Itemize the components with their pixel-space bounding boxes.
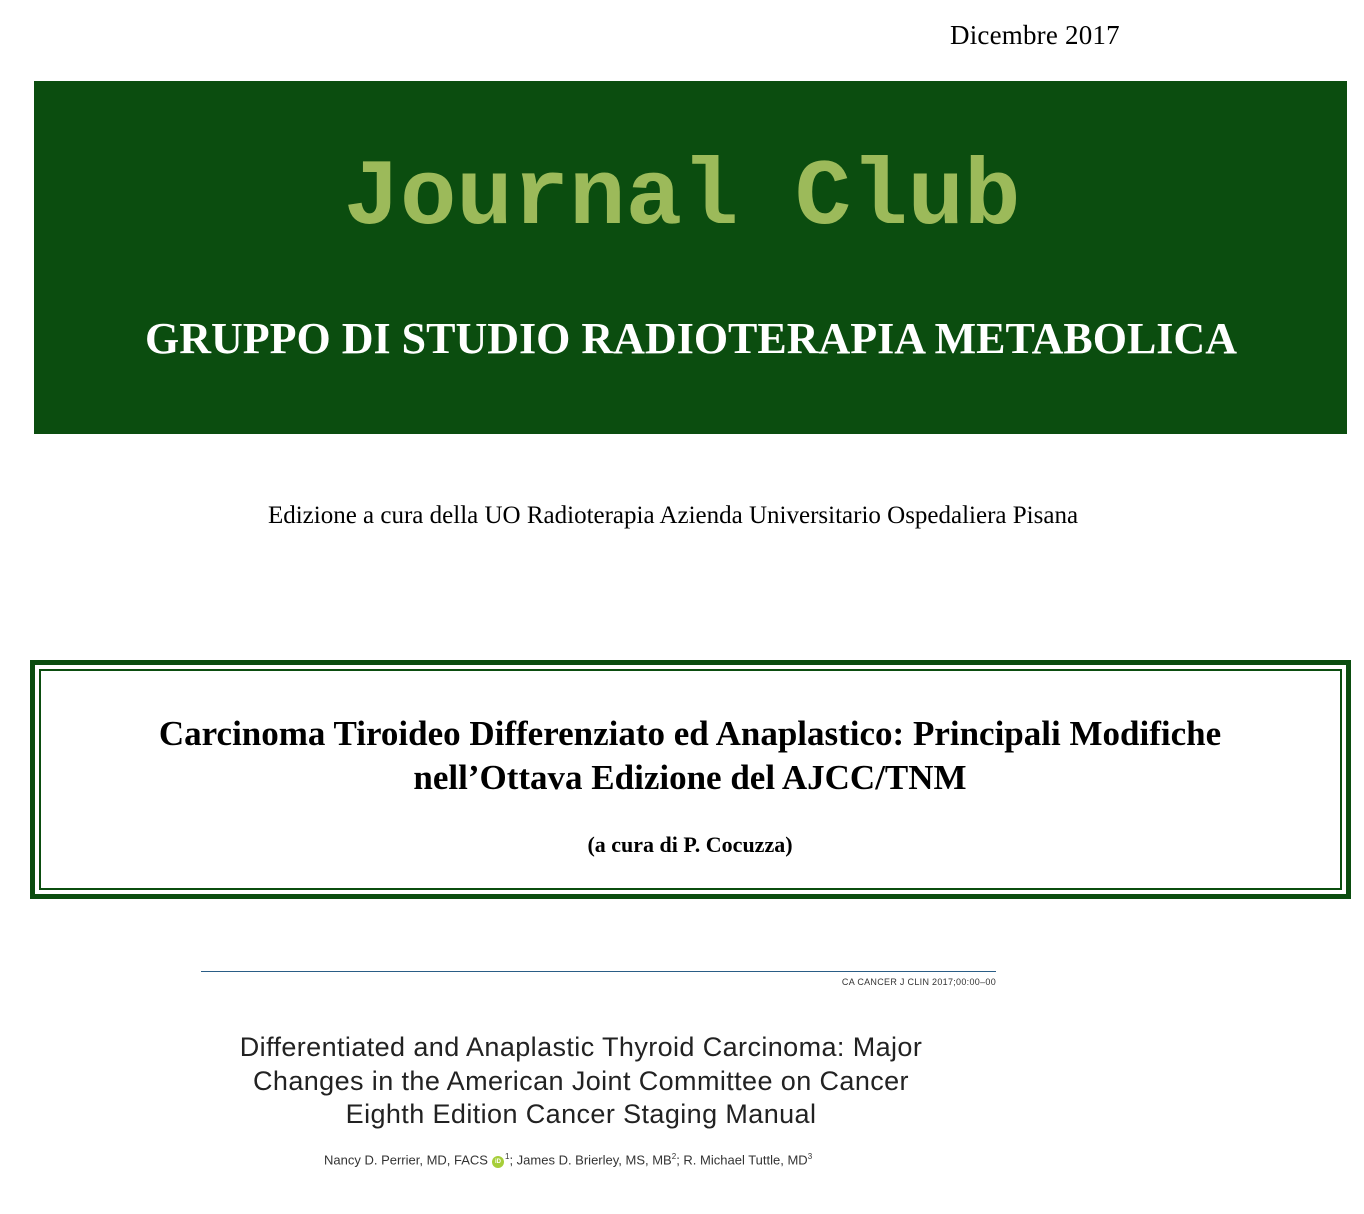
paper-citation: CA CANCER J CLIN 2017;00:00–00 (841, 977, 996, 987)
author-affiliation: 3 (807, 1152, 813, 1161)
article-title-line-2: nell’Ottava Edizione del AJCC/TNM (413, 758, 967, 797)
paper-title-line-3: Eighth Edition Cancer Staging Manual (345, 1099, 817, 1129)
study-group-title: GRUPPO DI STUDIO RADIOTERAPIA METABOLICA (145, 314, 1237, 363)
article-title-line-1: Carcinoma Tiroideo Differenziato ed Anaplastico: Principali Modifiche (158, 714, 1222, 753)
paper-title (0, 1031, 1162, 1132)
edition-note: Edizione a cura della UO Radioterapia Azienda Universitario Ospedaliera Pisana (267, 502, 1079, 529)
author-affiliation: 2 (671, 1152, 677, 1161)
paper-title-line-2: Changes in the American Joint Committee on Cancer (253, 1065, 909, 1096)
journal-banner (34, 81, 1347, 434)
paper-header-rule (201, 971, 996, 972)
journal-title: Journal Club (343, 146, 1021, 252)
author-name: Nancy D. Perrier, MD, FACS (324, 1152, 488, 1168)
article-curator: (a cura di P. Cocuzza) (587, 832, 793, 857)
article-title (0, 712, 1364, 800)
orcid-icon[interactable]: iD (492, 1156, 504, 1168)
author-affiliation: 1 (504, 1152, 510, 1161)
author-name: R. Michael Tuttle, MD (683, 1152, 808, 1168)
paper-title-line-1: Differentiated and Anaplastic Thyroid Carcinoma: Major (239, 1032, 923, 1062)
author-name: James D. Brierley, MS, MB (516, 1152, 672, 1168)
issue-date: Dicembre 2017 (950, 20, 1120, 50)
paper-authors: Nancy D. Perrier, MD, FACS $iD^1$; James D. Brierley, MS, $MB^2$; R. Michael Tuttle, $MD^3$ (324, 1152, 813, 1168)
